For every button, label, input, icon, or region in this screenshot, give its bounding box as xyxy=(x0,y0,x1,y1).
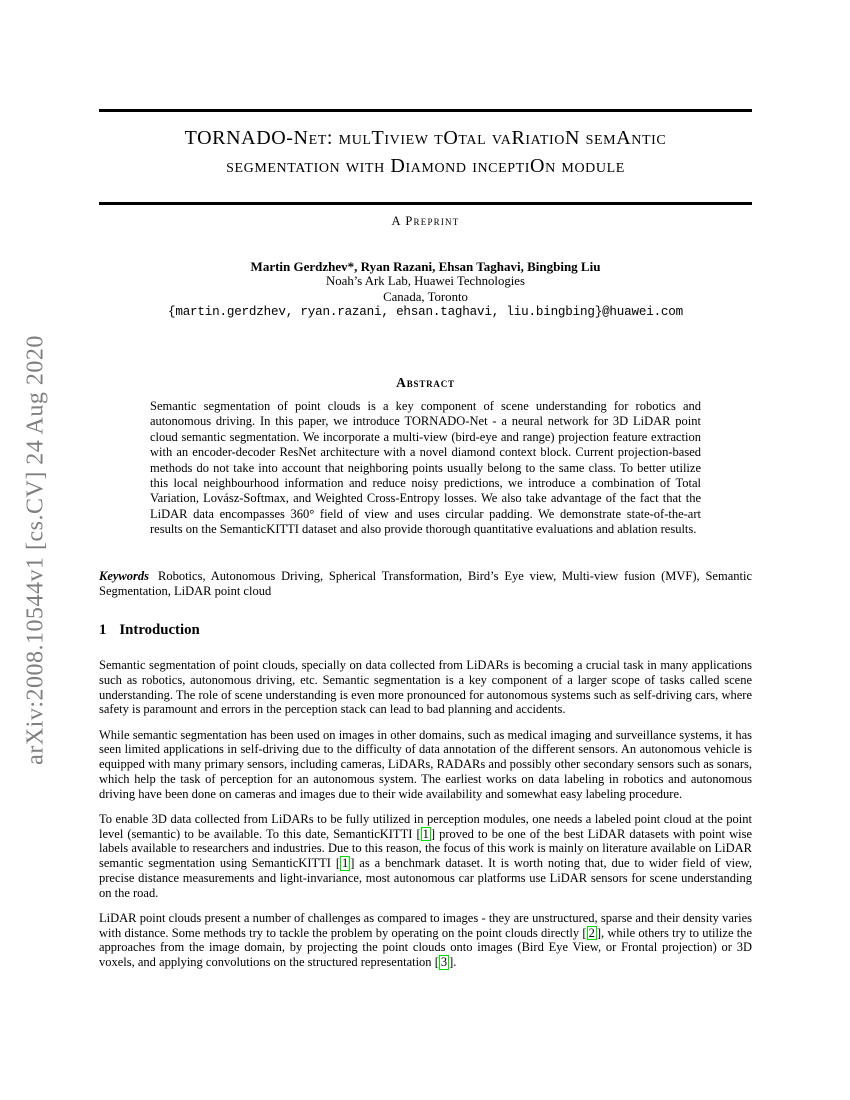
author-names: Martin Gerdzhev*, Ryan Razani, Ehsan Taghavi, Bingbing Liu xyxy=(250,259,601,274)
intro-paragraphs xyxy=(99,658,752,980)
paragraph: To enable 3D data collected from LiDARs to be fully utilized in perception modules, one needs a labeled point cloud at the point level (semantic) to be available. To this date, SemanticKITTI [ 1 ] proved to be one of the best LiDAR datasets with point wise labels available to researchers and industries. Due to this reason, the focus of this work is mainly on literature available on LiDAR semantic segmentation using SemanticKITTI [ 1 ] as a benchmark dataset. It is worth noting that, due to wider field of view, precise distance measurements and light-invariance, most autonomous car platforms use LiDAR sensors for scene understanding on the road. xyxy=(99,811,753,900)
author-block xyxy=(99,259,752,320)
abstract-heading: Abstract xyxy=(396,375,455,390)
author-emails: {martin.gerdzhev, ryan.razani, ehsan.taghavi, liu.bingbing}@huawei.com xyxy=(167,304,684,319)
citation-link[interactable]: 1 xyxy=(422,826,429,841)
title-rule-top xyxy=(99,109,752,112)
affiliation-line1: Noah’s Ark Lab, Huawei Technologies xyxy=(326,274,525,289)
section-number: 1 xyxy=(99,622,107,638)
paragraph: While semantic segmentation has been used on images in other domains, such as medical imaging and surveillance systems, it has seen limited applications in self-driving due to the difficulty of data annotation of the different sensors. An autonomous vehicle is equipped with many primary sensors, including cameras, LiDARs, RADARs and possibly other secondary sensors such as sonars, which help the task of perception for an autonomous system. The earliest works on data labeling in robotics and autonomous driving have been done on cameras and images due to their wide availability and somewhat easy labeling procedure. xyxy=(99,727,752,801)
paper-title-line1: TORNADO-Net: mulTiview tOtal vaRiatioN semAntic xyxy=(184,127,667,149)
citation-link[interactable]: 3 xyxy=(440,955,448,969)
title-rule-bottom xyxy=(99,202,752,205)
abstract-text: Semantic segmentation of point clouds is a key component of scene understanding for robotics and autonomous driving. In this paper, we introduce TORNADO-Net - a neural network for 3D LiDAR point cloud semantic segmentation. We incorporate a multi-view (bird-eye and range) projection feature extraction with an encoder-decoder ResNet architecture with a novel diamond context block. Current projection-based methods do not take into account that neighboring points usually belong to the same class. To better utilize this local neighbourhood information and reduce noisy predictions, we introduce a combination of Total Variation, Lovász-Softmax, and Weighted Cross-Entropy losses. We also take advantage of the fact that the LiDAR data encompasses 360° field of view and uses circular padding. We demonstrate state-of-the-art results on the SemanticKITTI dataset and also provide thorough quantitative evaluations and ablation results. xyxy=(150,399,701,537)
keywords-label: Keywords xyxy=(99,569,149,583)
affiliation-line2: Canada, Toronto xyxy=(383,289,468,304)
preprint-label: A Preprint xyxy=(391,214,460,228)
section-title: Introduction xyxy=(119,622,200,638)
citation-link[interactable]: 2 xyxy=(588,925,595,940)
paragraph: Semantic segmentation of point clouds, specially on data collected from LiDARs is becoming a crucial task in many applications such as robotics, autonomous driving, etc. Semantic segmentation is a key component of a larger scope of tasks called scene understanding. The role of scene understanding is even more pronounced for autonomous systems such as self-driving cars, where safety is paramount and errors in the perception stack can lead to bad planning and accidents. xyxy=(99,658,752,717)
citation-link[interactable]: 1 xyxy=(341,856,349,870)
paper-title-line2: segmentation with Diamond inceptiOn module xyxy=(226,155,625,177)
keywords-text: Robotics, Autonomous Driving, Spherical Transformation, Bird’s Eye view, Multi-view fusion (MVF), Semantic Segmentation, LiDAR point cloud xyxy=(99,569,752,599)
keywords-line xyxy=(99,569,752,599)
section-heading-introduction xyxy=(99,622,752,639)
arxiv-watermark: arXiv:2008.10544v1 [cs.CV] 24 Aug 2020 xyxy=(22,335,49,765)
paragraph: LiDAR point clouds present a number of challenges as compared to images - they are unstructured, sparse and their density varies with distance. Some methods try to tackle the problem by operating on the point clouds directly [ 2 ], while others try to utilize the approaches from the image domain, by projecting the point clouds onto images (Bird Eye View, or Frontal projection) or 3D voxels, and applying convolutions on the structured representation [ 3 ]. xyxy=(99,910,753,969)
paper-title xyxy=(99,124,752,180)
